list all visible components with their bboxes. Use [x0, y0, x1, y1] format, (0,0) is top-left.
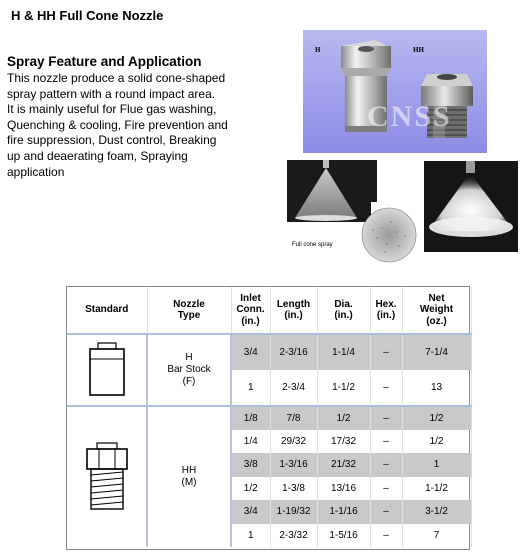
- cell-length: 29/32: [270, 430, 317, 454]
- header-line: Net: [428, 292, 445, 304]
- description-line: spray pattern with a round impact area.: [7, 86, 216, 101]
- hh-nozzle-drawing-icon: [79, 441, 135, 513]
- full-cone-spray-diagram: [287, 160, 419, 266]
- description-line: application: [7, 164, 65, 179]
- cell-inlet: 3/4: [231, 500, 270, 524]
- standard-drawing-h: [67, 334, 147, 406]
- cell-length: 7/8: [270, 406, 317, 430]
- description-line: up and deaerating foam, Spraying: [7, 148, 188, 163]
- description-line: It is mainly useful for Flue gas washing,: [7, 102, 217, 117]
- cell-hex: –: [370, 524, 402, 548]
- standard-drawing-hh: [67, 406, 147, 547]
- cell-length: 2-3/16: [270, 334, 317, 370]
- type-line: HH: [181, 465, 197, 476]
- cell-weight: 1/2: [402, 430, 471, 454]
- header-row: [67, 287, 471, 334]
- spray-photo-image: [424, 161, 518, 252]
- cell-weight: 13: [402, 370, 471, 406]
- section-heading: Spray Feature and Application: [7, 54, 202, 69]
- header-hex: [370, 287, 402, 334]
- cell-hex: –: [370, 370, 402, 406]
- label-hh: HH: [413, 46, 424, 54]
- header-line: Conn.: [236, 304, 265, 316]
- cell-hex: –: [370, 453, 402, 477]
- header-line: Hex.: [375, 298, 397, 310]
- header-line: Nozzle: [173, 298, 205, 310]
- cell-dia: 1/2: [317, 406, 370, 430]
- cell-hex: –: [370, 500, 402, 524]
- h-nozzle-drawing-icon: [84, 341, 130, 399]
- header-line: Type: [177, 310, 201, 321]
- header-line: (in.): [284, 310, 303, 321]
- header-inlet: [231, 287, 270, 334]
- cell-inlet: 3/4: [231, 334, 270, 370]
- cell-dia: 13/16: [317, 477, 370, 501]
- cell-length: 1-3/8: [270, 477, 317, 501]
- cell-hex: –: [370, 430, 402, 454]
- cell-inlet: 1/2: [231, 477, 270, 501]
- cell-dia: 21/32: [317, 453, 370, 477]
- description-line: This nozzle produce a solid cone-shaped: [7, 71, 226, 85]
- cell-length: 1-19/32: [270, 500, 317, 524]
- cell-dia: 1-1/2: [317, 370, 370, 406]
- cell-weight: 1-1/2: [402, 477, 471, 501]
- nozzle-type-hh: [147, 406, 231, 547]
- cell-weight: 7-1/4: [402, 334, 471, 370]
- cell-inlet: 1/8: [231, 406, 270, 430]
- header-dia: [317, 287, 370, 334]
- nozzle-type-h: [147, 334, 231, 406]
- cell-inlet: 3/8: [231, 453, 270, 477]
- cell-weight: 1/2: [402, 406, 471, 430]
- header-length: [270, 287, 317, 334]
- spray-photo: [424, 161, 518, 252]
- header-line: (oz.): [426, 315, 447, 327]
- spray-pattern-image: [287, 160, 419, 266]
- type-line: (M): [181, 477, 197, 488]
- spec-table: [66, 286, 470, 550]
- cell-length: 2-3/32: [270, 524, 317, 548]
- header-nozzle-type: [147, 287, 231, 334]
- nozzle-product-photo: [303, 30, 487, 153]
- header-standard: Standard: [67, 287, 147, 334]
- description-line: Quenching & cooling, Fire prevention and: [7, 117, 228, 132]
- cell-inlet: 1: [231, 370, 270, 406]
- cell-hex: –: [370, 334, 402, 370]
- description: [7, 71, 247, 180]
- header-weight: [402, 287, 471, 334]
- cell-inlet: 1: [231, 524, 270, 548]
- spec-table-grid: [67, 287, 472, 547]
- type-line: (F): [182, 376, 196, 387]
- cell-dia: 17/32: [317, 430, 370, 454]
- header-line: Inlet: [240, 292, 261, 304]
- cell-inlet: 1/4: [231, 430, 270, 454]
- cell-dia: 1-5/16: [317, 524, 370, 548]
- cell-hex: –: [370, 477, 402, 501]
- table-row: [67, 334, 471, 370]
- cell-length: 1-3/16: [270, 453, 317, 477]
- header-line: (in.): [241, 315, 260, 327]
- header-line: (in.): [376, 310, 396, 321]
- cell-dia: 1-1/4: [317, 334, 370, 370]
- cell-weight: 3-1/2: [402, 500, 471, 524]
- label-h: H: [315, 46, 321, 54]
- header-line: Dia.: [334, 298, 353, 310]
- table-row: [67, 406, 471, 430]
- type-line: Bar Stock: [167, 364, 211, 375]
- cell-weight: 7: [402, 524, 471, 548]
- spray-caption: Full cone spray: [292, 242, 333, 248]
- header-line: Weight: [419, 304, 454, 316]
- cell-hex: –: [370, 406, 402, 430]
- description-line: fire suppression, Dust control, Breaking: [7, 133, 217, 148]
- cell-length: 2-3/4: [270, 370, 317, 406]
- cell-dia: 1-1/16: [317, 500, 370, 524]
- nozzle-product-image: [303, 30, 487, 153]
- page-title: H & HH Full Cone Nozzle: [11, 8, 164, 23]
- header-line: Length: [276, 298, 311, 310]
- type-line: H: [185, 352, 193, 363]
- watermark: CNSS: [367, 100, 452, 133]
- header-line: (in.): [334, 310, 353, 321]
- cell-weight: 1: [402, 453, 471, 477]
